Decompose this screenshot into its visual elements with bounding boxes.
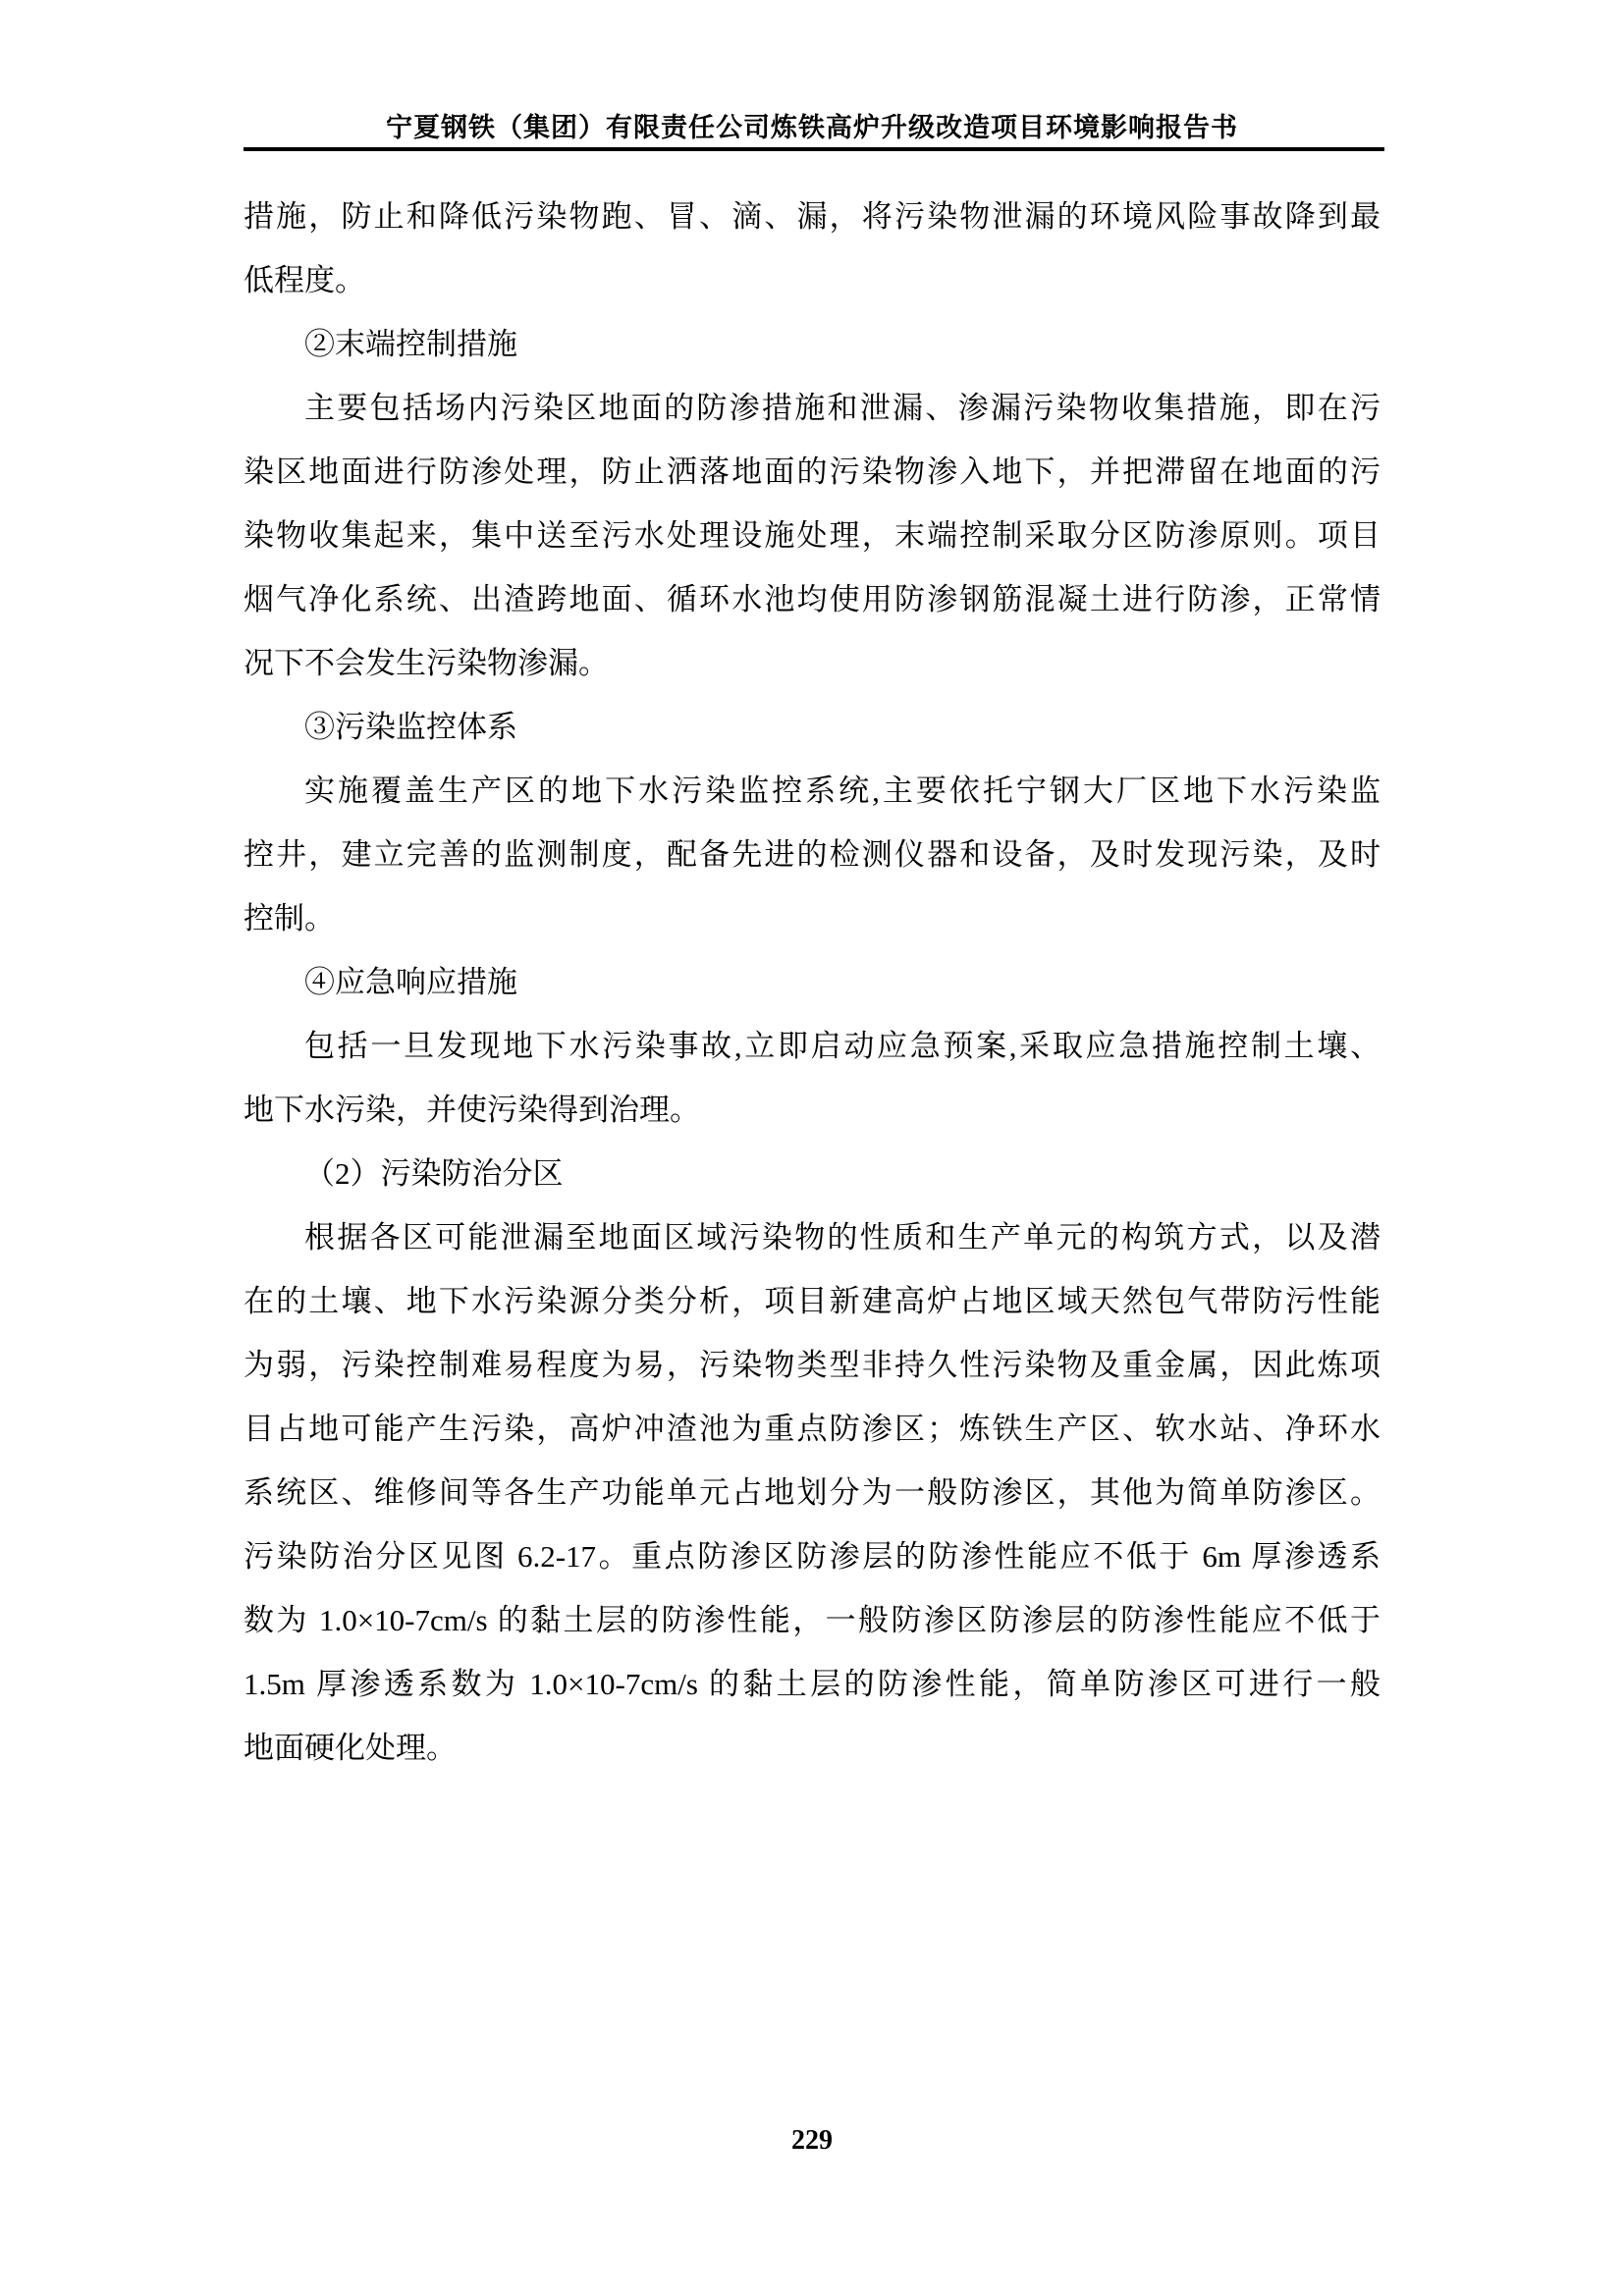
body-text: [244, 185, 1380, 1780]
text-line: 1.5m 厚渗透系数为 1.0×10-7cm/s 的黏土层的防渗性能，简单防渗区可进行一般: [244, 1667, 1380, 1701]
text-line: 数为 1.0×10-7cm/s 的黏土层的防渗性能，一般防渗区防渗层的防渗性能应不低于: [244, 1603, 1380, 1637]
text-line: 为弱，污染控制难易程度为易，污染物类型非持久性污染物及重金属，因此炼项: [244, 1348, 1380, 1382]
text-line: 低程度。: [244, 263, 365, 297]
text-line: 系统区、维修间等各生产功能单元占地划分为一般防渗区，其他为简单防渗区。: [244, 1475, 1380, 1510]
section-heading-line: ③污染监控体系: [304, 710, 517, 744]
header-title: 宁夏钢铁（集团）有限责任公司炼铁高炉升级改造项目环境影响报告书: [386, 113, 1238, 142]
section-heading-line: ④应急响应措施: [304, 965, 517, 999]
text-line: 况下不会发生污染物渗漏。: [244, 646, 609, 680]
text-line: 根据各区可能泄漏至地面区域污染物的性质和生产单元的构筑方式，以及潜: [304, 1220, 1380, 1255]
text-line: 控井，建立完善的监测制度，配备先进的检测仪器和设备，及时发现污染，及时: [244, 837, 1380, 872]
text-line: 烟气净化系统、出渣跨地面、循环水池均使用防渗钢筋混凝土进行防渗，正常情: [244, 582, 1380, 616]
page-number: 229: [791, 2125, 833, 2156]
text-line: 控制。: [244, 901, 335, 935]
text-line: 措施，防止和降低污染物跑、冒、滴、漏，将污染物泄漏的环境风险事故降到最: [244, 199, 1380, 234]
text-line: 染区地面进行防渗处理，防止洒落地面的污染物渗入地下，并把滞留在地面的污: [244, 454, 1380, 489]
section-heading-line: ②末端控制措施: [304, 327, 517, 361]
text-line: 主要包括场内污染区地面的防渗措施和泄漏、渗漏污染物收集措施，即在污: [304, 391, 1380, 425]
text-line: 地下水污染，并使污染得到治理。: [244, 1093, 700, 1127]
text-line: 目占地可能产生污染，高炉冲渣池为重点防渗区；炼铁生产区、软水站、净环水: [244, 1412, 1380, 1446]
header-rule: [244, 147, 1384, 151]
text-line: 在的土壤、地下水污染源分类分析，项目新建高炉占地区域天然包气带防污性能: [244, 1284, 1380, 1318]
text-line: 实施覆盖生产区的地下水污染监控系统,主要依托宁钢大厂区地下水污染监: [304, 774, 1380, 808]
text-line: 地面硬化处理。: [244, 1731, 457, 1765]
text-line: 包括一旦发现地下水污染事故,立即启动应急预案,采取应急措施控制土壤、: [304, 1029, 1380, 1063]
text-line: 污染防治分区见图 6.2-17。重点防渗区防渗层的防渗性能应不低于 6m 厚渗透系: [244, 1539, 1380, 1574]
text-line: 染物收集起来，集中送至污水处理设施处理，末端控制采取分区防渗原则。项目: [244, 518, 1380, 553]
section-heading-line: （2）污染防治分区: [304, 1156, 564, 1191]
